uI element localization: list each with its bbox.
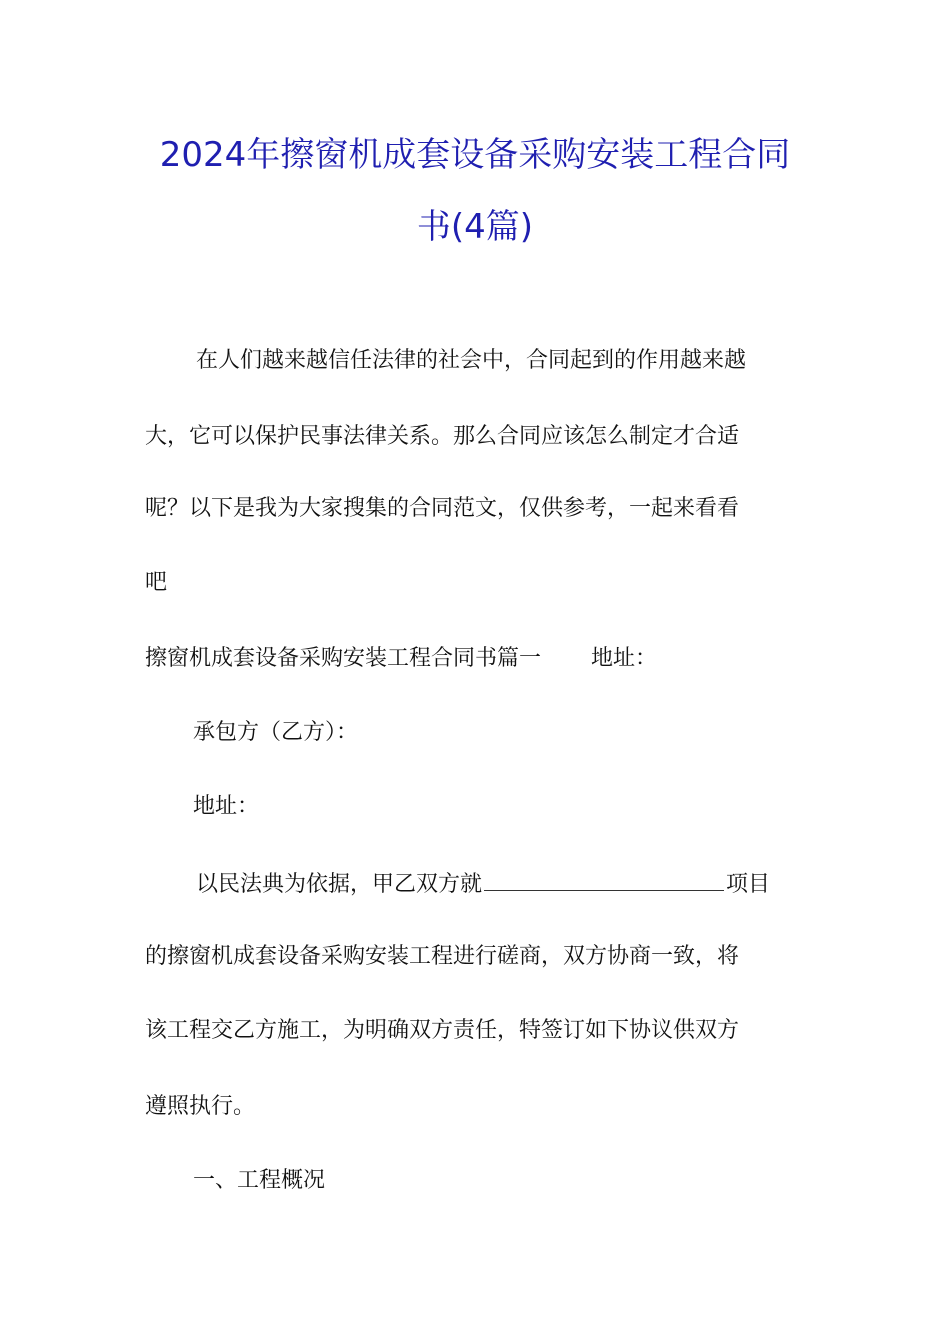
contractor-address-label: 地址： — [193, 794, 260, 819]
intro-paragraph-line-4: 吧 — [145, 570, 168, 595]
body-paragraph-line-1: 的擦窗机成套设备采购安装工程进行磋商，双方协商一致，将 — [145, 944, 740, 969]
section-heading-row — [145, 646, 657, 672]
body-paragraph-line-3: 遵照执行。 — [145, 1094, 256, 1119]
project-name-blank — [484, 870, 724, 891]
basis-line-end: 项目 — [726, 872, 771, 897]
document-title-line-2: 书(4篇) — [416, 207, 534, 247]
contractor-label: 承包方（乙方）： — [193, 720, 359, 745]
basis-line-start: 以民法典为依据，甲乙双方就 — [196, 872, 483, 897]
section-heading: 擦窗机成套设备采购安装工程合同书篇一 — [145, 646, 542, 671]
address-label: 地址： — [591, 646, 658, 671]
body-paragraph-line-2: 该工程交乙方施工，为明确双方责任，特签订如下协议供双方 — [145, 1018, 740, 1043]
intro-paragraph-line-3: 呢？以下是我为大家搜集的合同范文，仅供参考，一起来看看 — [145, 496, 740, 521]
document-title-line-1: 2024年擦窗机成套设备采购安装工程合同 — [159, 135, 791, 175]
intro-paragraph-line-2: 大，它可以保护民事法律关系。那么合同应该怎么制定才合适 — [145, 424, 740, 449]
basis-line — [196, 870, 770, 898]
clause-1-heading: 一、工程概况 — [193, 1168, 326, 1193]
intro-paragraph-line-1: 在人们越来越信任法律的社会中，合同起到的作用越来越 — [196, 348, 747, 373]
